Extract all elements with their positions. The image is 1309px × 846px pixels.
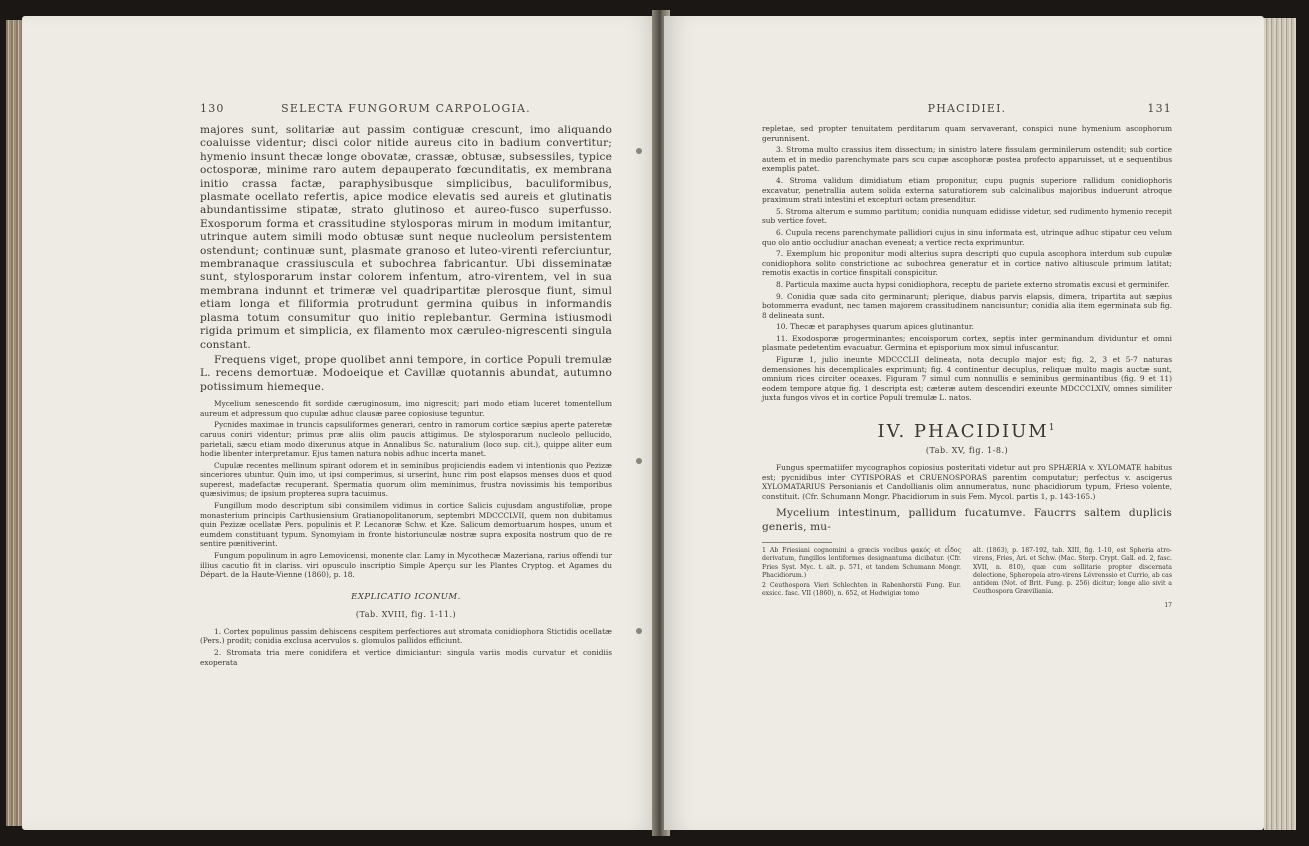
- right-note-paragraph: 7. Exemplum hic proponitur modi alterius supra descripti quo cupula ascophora interdum sub cupulæ conidiophora solito constrictione ac subochrea generatur et in cortice nativo altiuscule primum latitat; remotis exactis in cortice finspitali conspicitur.: [762, 249, 1172, 278]
- right-note-paragraph: 3. Stroma multo crassius item dissectum; in sinistro latere fissulam germinilerum ostendit; sub cortice autem et in medio parenchymate pars scu cupæ ascophoræ postea profecto apparuisset, ut e sequentibus exemplis patet.: [762, 145, 1172, 174]
- footnote: 1 Ab Friesiani cognomini a græcis vocibus φακός et εἶδος derivatum, fungillos lentiformes designantuma dicibatur. (Cfr. Fries Syst. Myc. t. alt. p. 571, et tandem Schumann Mongr. Phacidiorum.): [762, 547, 961, 579]
- left-note-paragraph: Fungum populinum in agro Lemovicensi, monente clar. Lamy in Mycothecæ Mazeriana, rarius offendi tur illius cacutio fit in clariss. viri opusculo inscriptio Simple Aperçu sur les Plantes Cryptog. et Agames du Départ. de la Haute-Vienne (1860), p. 18.: [200, 551, 612, 580]
- right-page-edges: [1264, 18, 1296, 830]
- footnotes-column-left: [762, 547, 961, 600]
- right-page: [664, 16, 1264, 830]
- footnote: alt. (1863), p. 187-192, tab. XIII, fig. 1-10, est Spheria atro-virens, Fries, Ari. et Schw. (Mac. Sterp. Crypt. Gall. ed. 2, fasc. XVII, n. 810), quæ cum sollitarie propter discernata delectione, Spheropeia atro-virens Lévrenssio et Currio, ab cas antidem (Not. of Brit. Fung. p. 256) dicitur; longe alio sivit a Ceuthospora Græviliania.: [973, 547, 1172, 596]
- left-note-paragraph: Pycnides maximae in truncis capsuliformes generari, centro in ramorum cortice sæpius aperte pateretæ caruus coniri videntur; primus præ aliis olim paucis attigimus. De stylosporarum nucleolo pellucido, parietali, sæcu etiam modo dixerunus atque in Annalibus Sc. naturalium (loco sup. cit.), quippe aliter eum hodie libenter interpretamur. Ejus tamen natura nobis adhuc incerta manet.: [200, 420, 612, 459]
- section-intro: Fungus spermatiifer mycographos copiosius posteritati videtur aut pro SPHÆRIA v. XYLOMATE habitus est; pycnidibus inter CYTISPORAS et CRUENOSPORAS parentim computatur; perfectus v. ascigerus XYLOMATARIUS Personianis et Candollianis olim annumeratus, nunc phacidiorum typum, Frieso volente, constituit. (Cfr. Schumann Mongr. Phacidiorum in suis Fem. Mycol. partis 1, p. 143-165.): [762, 463, 1172, 501]
- left-main-paragraph: majores sunt, solitariæ aut passim contiguæ crescunt, imo aliquando coaluisse videntur; disci color nitide aureus cito in badium convertitur; hymenio insunt thecæ longe obovatæ, crassæ, obtusæ, subsessiles, typice octosporæ, minime raro autem depauperato fœcunditatis, ex membrana initio crassa factæ, paraphysibusque simplicibus, baculiformibus, plasmate ocellato refertis, apice modice elevatis sed aureis et glutinatis abundantissime stipatæ, strato glutinoso et aureo-fusco superfusso. Exosporum forma et crassitudine stylosporas mirum in modum imitantur, utrinque autem simili modo obtusæ sunt neque nucleolum persistentem ostendunt; continuæ sunt, plasmate granoso et luteo-virenti referciuntur, membranaque crassiuscula et subochrea fabricantur. Ubi disseminatæ sunt, stylosporarum instar colorem infentum, atro-virentem, vel in sua membrana indunnt et trimeræ vel quadripartitæ plerosque fiunt, simul etiam longa et filiformia protrudunt germina quibus in informandis plasma totum consumitur quo initio replebantur. Germina istiusmodi rigida primum et simplicia, ex filamento mox cæruleo-nigrescenti singula constant.: [200, 124, 612, 351]
- section-table-ref: (Tab. XV, fig. 1-8.): [925, 446, 1009, 456]
- footnotes-column-right: [973, 547, 1172, 600]
- binding-mark: [636, 148, 642, 154]
- right-running-title: PHACIDIEI.: [927, 102, 1007, 115]
- right-page-number: 131: [1147, 102, 1172, 115]
- left-page-edges: [6, 20, 22, 826]
- right-note-paragraph: 5. Stroma alterum e summo partitum; conidia nunquam edidisse videtur, sed rudimento hymenio recepit sub vertice fovet.: [762, 206, 1172, 226]
- right-note-paragraph: 4. Stroma validum dimidiatum etiam proponitur, cupu pugnis superiore rallidum conidiophoris excavatur, penetrallia autem solida externa saturatiorem sub calcinalibus majoribus induerunt atroque praximum strati intestini et excepturi octam presenditur.: [762, 175, 1172, 205]
- explicatio-item: 1. Cortex populinus passim dehiscens cespitem perfectiores aut stromata conidiophora Stictidis ocellatæ (Pers.) prodit; conidia exclusa acervulos s. glomulos pallidos efficiunt.: [200, 626, 612, 646]
- right-text-block: [762, 102, 1172, 609]
- left-habitat-paragraph: Frequens viget, prope quolibet anni tempore, in cortice Populi tremulæ L. recens demortuæ. Modoeique et Cavillæ quotannis abundat, autumno potissimum hiemeque.: [200, 353, 612, 393]
- footnotes: [762, 547, 1172, 600]
- explicatio-table-ref: (Tab. XVIII, fig. 1-11.): [355, 609, 457, 619]
- left-page: [22, 16, 658, 830]
- footnote: 2 Ceuthospora Vieri Schlechten in Rabenhorstii Fung. Eur. exsicc. fasc. VII (1860), n. 652, et Hedwigiæ tomo: [762, 582, 961, 598]
- binding-mark: [636, 458, 642, 464]
- right-note-paragraph: 10. Thecæ et paraphyses quarum apices glutinantur.: [776, 322, 974, 332]
- page-signature: 17: [1164, 602, 1172, 610]
- right-note-paragraph: 6. Cupula recens parenchymate pallidiori cujus in sinu informata est, utrinque adhuc stipatur ceu velum quo olo antio occludiur anachan eveneat; a vertice recta exprimuntur.: [762, 227, 1172, 247]
- section-heading-text: IV. PHACIDIUM: [877, 421, 1049, 443]
- left-note-paragraph: Cupulæ recentes mellinum spirant odorem et in seminibus projiciendis eadem vi intentionis quo Pezizæ sinceriores utuntur. Quin imo, ut ipsi comperimus, si urserint, hunc rim post elapsos menses duos et quod superest, madefactæ recuperant. Spermatia quorum olim meminimus, frustra novissimis his temporibus quæsivimus; de ipsium propterea supra tacuimus.: [200, 460, 612, 499]
- right-note-paragraph: repletae, sed propter tenuitatem perditarum quam servaverant, conspici nune hymenium ascophorum gerunnisent.: [762, 124, 1172, 143]
- explicatio-item: 2. Stromata tria mere conidifera et vertice dimiciantur: singula variis modis curvatur et conidiis exoperata: [200, 648, 612, 667]
- explicatio-heading: EXPLICATIO ICONUM.: [351, 591, 461, 602]
- right-note-paragraph: 9. Conidia quæ sada cito germinarunt; plerique, diabus parvis elapsis, dimera, tripartita aut sæpius botommerra evadunt, nec tamen majorem crassitudinem nancisuntur; conidia alia item egerminata sub fig. 8 delineata sunt.: [762, 291, 1172, 320]
- footnote-rule: [762, 542, 832, 543]
- section-heading: [762, 421, 1172, 442]
- right-note-paragraph: 8. Particula maxime aucta hypsi conidiophora, receptu de pariete externo stromatis excusi et germinifer.: [776, 279, 1170, 289]
- left-running-head: [200, 102, 612, 118]
- right-running-head: [762, 102, 1172, 118]
- left-note-paragraph: Mycelium senescendo fit sordide cæruginosum, imo nigrescit; pari modo etiam luceret tomentellum aureum et adpressum quo cupulæ adhuc clausæ paree copiosiuse teguntur.: [200, 399, 612, 418]
- left-running-title: SELECTA FUNGORUM CARPOLOGIA.: [281, 102, 531, 115]
- left-note-paragraph: Fungillum modo descriptum sibi consimilem vidimus in cortice Salicis cujusdam angustifoliæ, prope monasterium principis Carthusiensium Gratianopolitanorum, septembri MDCCCLVII, quem non dubitamus quin Pezizæ ocellatæ Pers. populinis et P. Lecanoræ Schw. et Kze. Salicum demortuarum hospes, unum et eumdem constituant typum. Synomyiam in fronte historiunculæ nostræ supra exposita nostrum quo de re sentire pœnitiverint.: [200, 501, 612, 549]
- right-note-paragraph: 11. Exodosporæ progerminantes; encoisporum cortex, septis inter germinandum dividuntur et omni plasmate pedetentim evacuatur. Germina et episporium mox simul infuscantur.: [762, 333, 1172, 353]
- section-footnote-mark: 1: [1048, 423, 1057, 434]
- section-main-lead: Mycelium intestinum, pallidum fucatumve. Faucrrs saltem duplicis generis, mu-: [762, 507, 1172, 533]
- left-page-number: 130: [200, 102, 225, 115]
- right-note-paragraph: Figuræ 1, julio ineunte MDCCCLII delineata, nota decuplo major est; fig. 2, 3 et 5-7 naturas demensiones his decemplicales exprimunt; fig. 4 continentur decuplus, reliquæ multo magis auctæ sunt, omnium rices circiter oceaxes. Figuram 7 simul cum nonnullis e seminibus germinantibus (fig. 9 et 11) eodem tempore atque fig. 1 descripta est; cæteræ autem descendiri exeunte MDCCCLXIV, omnes similiter juxta fungos vivos et in cortice Populi tremulæ L. natos.: [762, 355, 1172, 403]
- left-text-block: [200, 102, 612, 669]
- binding-mark: [636, 628, 642, 634]
